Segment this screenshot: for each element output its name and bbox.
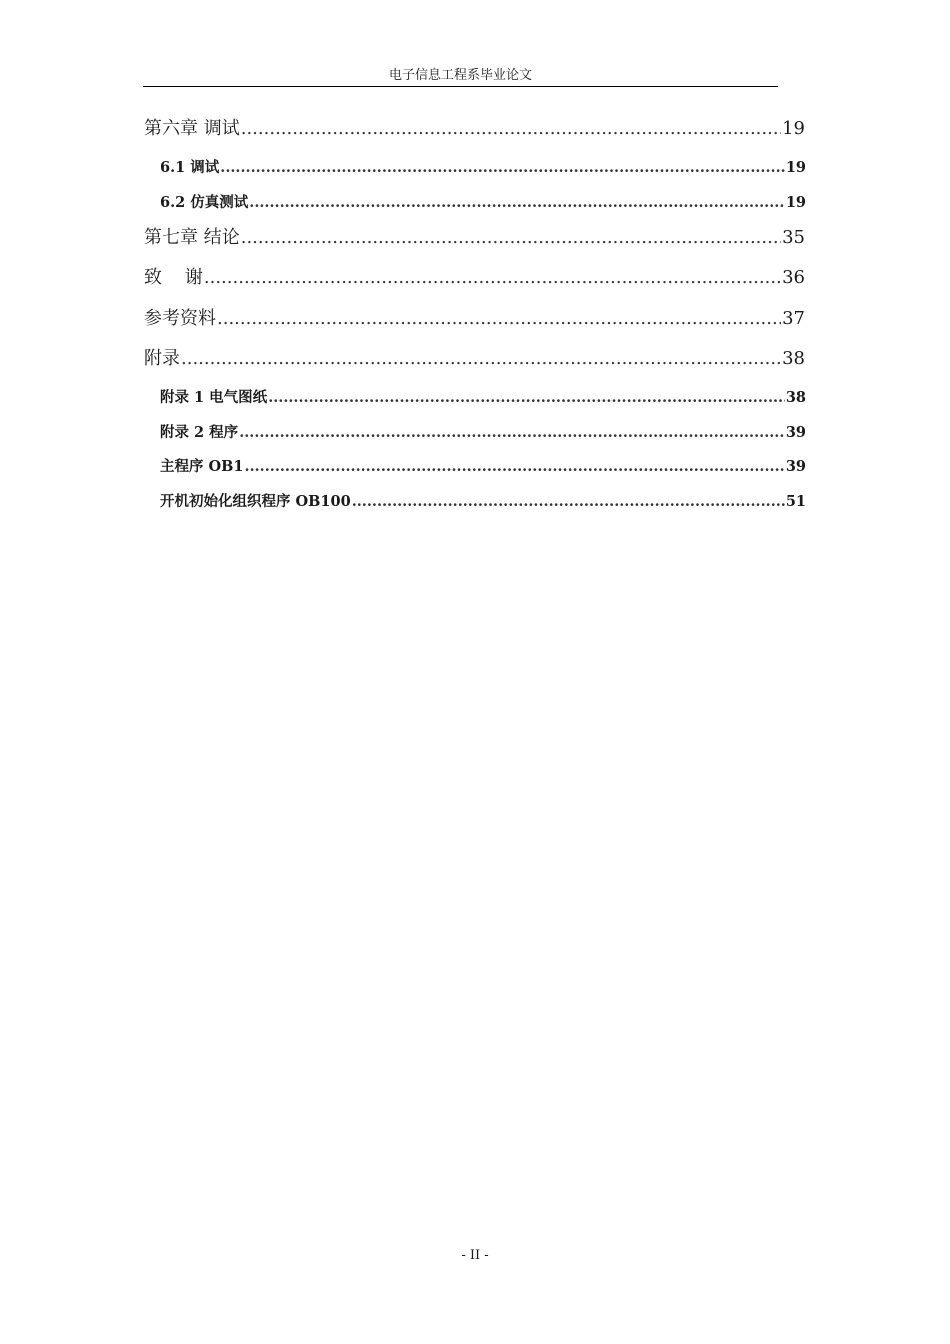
toc-dot-leader (220, 157, 785, 179)
toc-dot-leader (239, 422, 785, 444)
toc-dot-leader (268, 387, 785, 409)
toc-entry-page: 39 (785, 424, 806, 441)
toc-entry-references[interactable] (144, 306, 805, 332)
toc-dot-leader (352, 491, 785, 513)
toc-entry-title: 参考资料 (144, 308, 216, 329)
toc-entry-startup-program[interactable] (160, 491, 806, 513)
toc-entry-title: 6.2 仿真测试 (160, 194, 249, 211)
toc-entry-title: 6.1 调试 (160, 159, 220, 176)
toc-entry-page: 37 (782, 308, 805, 329)
toc-entry-page: 38 (782, 348, 805, 369)
toc-entry-chapter6[interactable] (144, 116, 805, 142)
toc-entry-main-program[interactable] (160, 456, 806, 478)
toc-entry-title: 附录 1 电气图纸 (160, 389, 268, 406)
toc-entry-6-2[interactable] (160, 192, 806, 214)
toc-dot-leader (241, 225, 781, 251)
toc-entry-title: 主程序 OB1 (160, 458, 244, 475)
toc-entry-page: 19 (785, 159, 806, 176)
header-title: 电子信息工程系毕业论文 (388, 68, 532, 83)
toc-dot-leader (245, 456, 785, 478)
toc-entry-title: 第七章 结论 (144, 227, 240, 248)
toc-entry-page: 38 (785, 389, 806, 406)
toc-entry-title: 致 谢 (144, 267, 203, 288)
toc-dot-leader (217, 306, 781, 332)
page-number: - II - (461, 1248, 489, 1263)
toc-entry-appendix-2[interactable] (160, 422, 806, 444)
toc-dot-leader (204, 265, 781, 291)
toc-entry-title: 第六章 调试 (144, 118, 240, 139)
toc-entry-page: 35 (782, 227, 805, 248)
toc-entry-page: 19 (785, 194, 806, 211)
toc-dot-leader (181, 346, 781, 372)
toc-entry-appendix-1[interactable] (160, 387, 806, 409)
toc-entry-chapter7[interactable] (144, 225, 805, 251)
toc-dot-leader (241, 116, 781, 142)
page-header (143, 66, 778, 87)
toc-dot-leader (249, 192, 785, 214)
toc-entry-title: 附录 2 程序 (160, 424, 239, 441)
toc-entry-title: 开机初始化组织程序 OB100 (160, 493, 351, 510)
page-footer (0, 1247, 950, 1265)
toc-entry-page: 36 (782, 267, 805, 288)
toc-entry-acknowledgements[interactable] (144, 265, 805, 291)
toc-entry-title: 附录 (144, 348, 180, 369)
toc-entry-6-1[interactable] (160, 157, 806, 179)
toc-entry-page: 51 (785, 493, 806, 510)
toc-entry-page: 19 (782, 118, 805, 139)
toc-entry-page: 39 (785, 458, 806, 475)
toc-entry-appendix[interactable] (144, 346, 805, 372)
